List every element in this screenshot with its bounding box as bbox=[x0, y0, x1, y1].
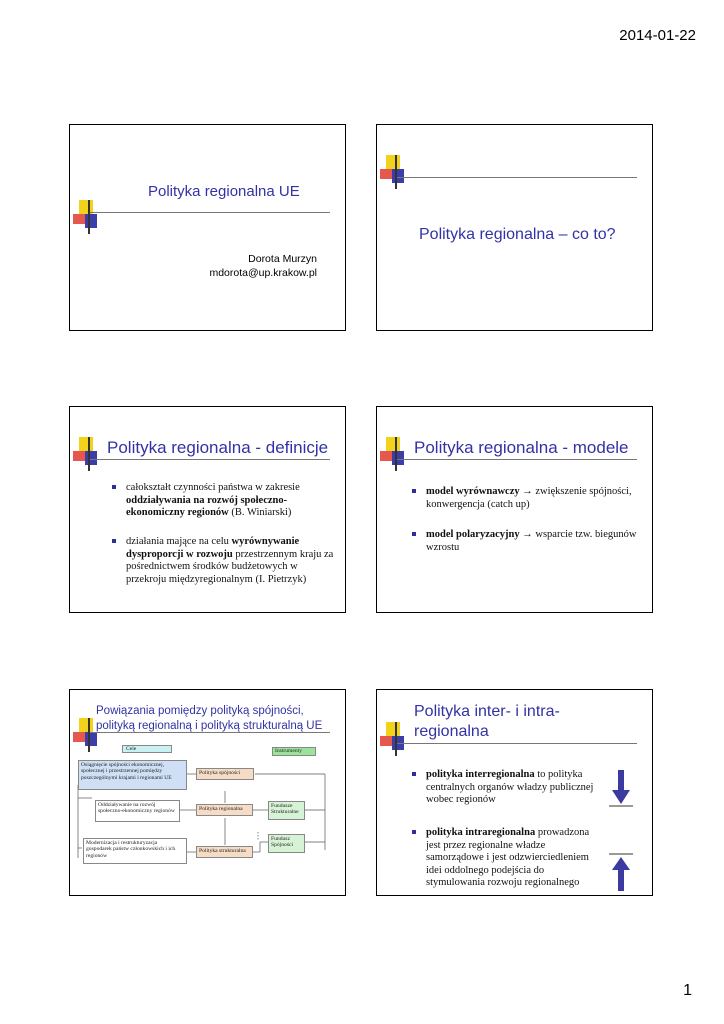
bullet-1: polityka interregionalna to polityka centralnych organów władzy publicznej wobec regionów bbox=[426, 769, 596, 807]
slide-2 bbox=[376, 124, 653, 331]
author-name: Dorota Murzyn bbox=[248, 253, 317, 265]
diagram-goal-structural: Modernizacja i restrukturyzacja gospodarek państw członkowskich i ich regionów bbox=[83, 838, 187, 864]
slide-title: Polityka regionalna UE bbox=[148, 183, 300, 200]
arrow-up-icon bbox=[609, 853, 635, 893]
arrow-down-icon bbox=[609, 770, 635, 808]
slide-3 bbox=[69, 406, 346, 613]
author-email: mdorota@up.krakow.pl bbox=[209, 267, 317, 279]
bullet-1: całokształt czynności państwa w zakresie oddziaływania na rozwój społeczno-ekonomiczny regionów (B. Winiarski) bbox=[126, 482, 338, 520]
diagram-structural-funds: Fundusze Strukturalne bbox=[268, 801, 305, 820]
diagram-policy-cohesion: Polityka spójności bbox=[196, 768, 254, 780]
bullet-2: model polaryzacyjny → wsparcie tzw. biegunów wzrostu bbox=[426, 529, 646, 554]
slide-title-line-1: Polityka inter- i intra- bbox=[414, 703, 560, 720]
slide-decoration-icon bbox=[380, 437, 410, 471]
slide-title: Polityka regionalna - definicje bbox=[107, 438, 329, 457]
slide-decoration-icon bbox=[380, 155, 410, 189]
diagram-policy-regional: Polityka regionalna bbox=[196, 804, 253, 816]
bullet-1: model wyrównawczy → zwiększenie spójności, konwergencja (catch up) bbox=[426, 486, 646, 511]
slide-title-line-1: Powiązania pomiędzy polityką spójności, bbox=[96, 705, 304, 717]
slide-title-line-2: polityką regionalną i polityką strukturalną UE bbox=[96, 720, 323, 732]
slide-5 bbox=[69, 689, 346, 896]
slide-6 bbox=[376, 689, 653, 896]
diagram-goal-cohesion: Osiągnięcie spójności ekonomicznej, społecznej i przestrzennej pomiędzy poszczególnymi krajami i regionami UE bbox=[78, 760, 187, 790]
diagram-policy-structural: Polityka strukturalna bbox=[196, 846, 253, 858]
diagram-goal-regional: Oddziaływanie na rozwój społeczno-ekonomiczny regionów bbox=[95, 800, 180, 822]
page-number: 1 bbox=[683, 982, 692, 999]
slide-1 bbox=[69, 124, 346, 331]
slide-decoration-icon bbox=[380, 722, 410, 756]
bullet-2: polityka intraregionalna prowadzona jest przez regionalne władze samorządowe i jest odzwierciedleniem idei oddolnego podejścia do stymulowania rozwoju regionalnego bbox=[426, 827, 596, 890]
slide-title-line-2: regionalna bbox=[414, 723, 489, 740]
slide-title: Polityka regionalna – co to? bbox=[419, 226, 616, 243]
slide-decoration-icon bbox=[73, 200, 103, 234]
diagram-connectors bbox=[70, 690, 346, 896]
slide-4 bbox=[376, 406, 653, 613]
diagram-cohesion-fund: Fundusz Spójności bbox=[268, 834, 305, 853]
header-date: 2014-01-22 bbox=[619, 27, 696, 44]
slide-title: Polityka regionalna - modele bbox=[414, 438, 629, 457]
diagram-cele-label: Cele bbox=[122, 745, 172, 753]
diagram-instrumenty-label: Instrumenty bbox=[272, 747, 316, 756]
slide-decoration-icon bbox=[73, 437, 103, 471]
bullet-2: działania mające na celu wyrównywanie dysproporcji w rozwoju przestrzennym kraju za pośrednictwem środków budżetowych w przekroju międzyregionalnym (I. Pietrzyk) bbox=[126, 536, 338, 586]
